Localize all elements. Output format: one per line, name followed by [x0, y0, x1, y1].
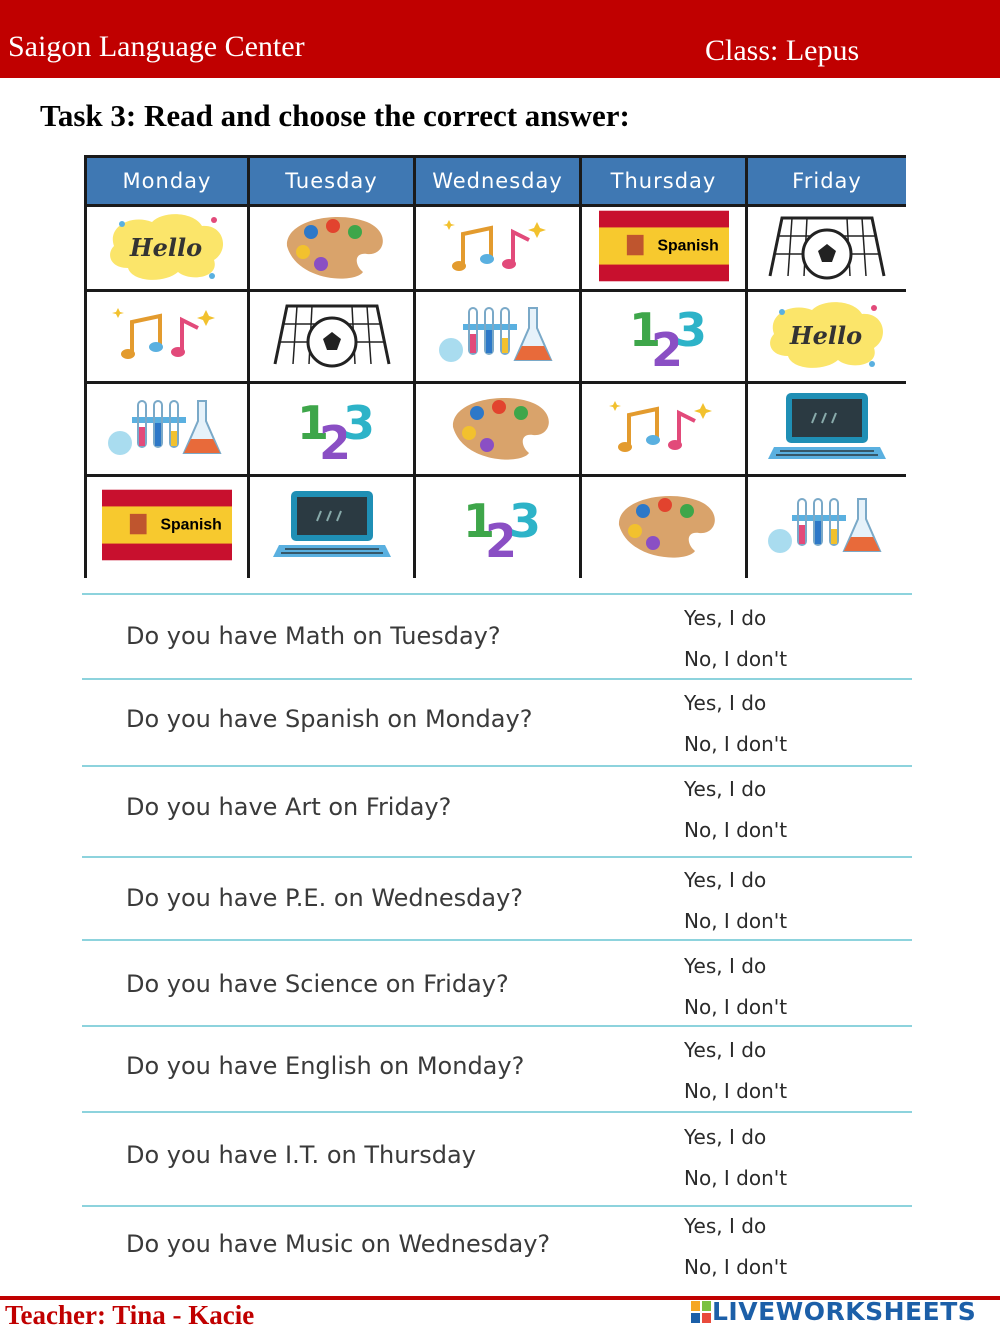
question-divider — [82, 1025, 912, 1027]
day-header-thursday: Thursday — [582, 158, 748, 204]
day-header-tuesday: Tuesday — [250, 158, 416, 204]
timetable-cell — [87, 289, 250, 381]
svg-text:1: 1 — [628, 303, 661, 357]
timetable-cell — [87, 381, 250, 474]
art-palette-icon — [599, 485, 729, 570]
day-header-friday: Friday — [748, 158, 906, 204]
question-text: Do you have Math on Tuesday? — [126, 622, 501, 650]
timetable-cell — [250, 381, 416, 474]
pe-soccer-icon — [762, 206, 892, 291]
music-notes-icon — [102, 294, 232, 379]
science-lab-icon — [102, 387, 232, 472]
day-header-wednesday: Wednesday — [416, 158, 582, 204]
spanish-flag-icon — [599, 206, 729, 291]
it-laptop-icon — [762, 387, 892, 472]
day-header-monday: Monday — [87, 158, 250, 204]
answer-no-option[interactable]: No, I don't — [684, 732, 788, 756]
svg-text:2: 2 — [318, 415, 351, 467]
teacher-name: Teacher: Tina - Kacie — [5, 1300, 255, 1330]
timetable-cell — [87, 204, 250, 289]
answer-no-option[interactable]: No, I don't — [684, 1166, 788, 1190]
timetable-cell — [748, 289, 906, 381]
svg-text:3: 3 — [508, 494, 541, 548]
science-lab-icon — [762, 485, 892, 570]
timetable-cell — [250, 204, 416, 289]
question-divider — [82, 1205, 912, 1207]
pe-soccer-icon — [267, 294, 397, 379]
school-name: Saigon Language Center — [8, 30, 305, 63]
question-text: Do you have P.E. on Wednesday? — [126, 884, 524, 912]
svg-text:1: 1 — [296, 395, 329, 450]
timetable-cell — [748, 204, 906, 289]
question-text: Do you have Art on Friday? — [126, 793, 452, 821]
question-text: Do you have I.T. on Thursday — [126, 1141, 476, 1169]
svg-text:1: 1 — [462, 494, 495, 548]
math-123-icon — [599, 294, 729, 379]
liveworksheets-text: LIVEWORKSHEETS — [712, 1297, 977, 1326]
timetable-cell — [87, 474, 250, 578]
question-text: Do you have English on Monday? — [126, 1052, 525, 1080]
liveworksheets-logo — [690, 1297, 976, 1326]
answer-yes-option[interactable]: Yes, I do — [684, 1214, 767, 1238]
task-title: Task 3: Read and choose the correct answer: — [40, 98, 630, 133]
timetable-cell — [582, 381, 748, 474]
svg-text:2: 2 — [650, 323, 683, 374]
timetable-cell — [250, 474, 416, 578]
question-divider — [82, 939, 912, 941]
art-palette-icon — [433, 387, 563, 472]
question-divider — [82, 765, 912, 767]
answer-yes-option[interactable]: Yes, I do — [684, 1038, 767, 1062]
svg-text:3: 3 — [342, 395, 375, 450]
question-divider — [82, 856, 912, 858]
answer-yes-option[interactable]: Yes, I do — [684, 606, 767, 630]
timetable-cell — [416, 204, 582, 289]
answer-yes-option[interactable]: Yes, I do — [684, 777, 767, 801]
timetable-cell — [416, 289, 582, 381]
question-divider — [82, 1111, 912, 1113]
spanish-label: Spanish — [656, 237, 719, 255]
answer-no-option[interactable]: No, I don't — [684, 909, 788, 933]
math-123-icon — [433, 485, 563, 570]
timetable-cell — [582, 289, 748, 381]
svg-text:3: 3 — [674, 303, 707, 357]
timetable-cell — [582, 474, 748, 578]
answer-yes-option[interactable]: Yes, I do — [684, 954, 767, 978]
answer-no-option[interactable]: No, I don't — [684, 647, 788, 671]
answer-yes-option[interactable]: Yes, I do — [684, 691, 767, 715]
answer-yes-option[interactable]: Yes, I do — [684, 868, 767, 892]
liveworksheets-icon — [690, 1300, 712, 1324]
header-bar — [0, 0, 1000, 78]
answer-yes-option[interactable]: Yes, I do — [684, 1125, 767, 1149]
question-divider — [82, 678, 912, 680]
answer-no-option[interactable]: No, I don't — [684, 1079, 788, 1103]
english-hello-icon — [762, 294, 892, 379]
timetable-cell — [748, 381, 906, 474]
music-notes-icon — [433, 206, 563, 291]
it-laptop-icon — [267, 485, 397, 570]
timetable — [84, 155, 906, 578]
class-label: Class: Lepus — [705, 34, 860, 67]
question-text: Do you have Music on Wednesday? — [126, 1230, 551, 1258]
spanish-flag-icon — [102, 485, 232, 570]
svg-text:2: 2 — [484, 514, 517, 565]
music-notes-icon — [599, 387, 729, 472]
answer-no-option[interactable]: No, I don't — [684, 818, 788, 842]
timetable-cell — [748, 474, 906, 578]
question-text: Do you have Science on Friday? — [126, 970, 509, 998]
timetable-cell — [416, 381, 582, 474]
spanish-label: Spanish — [160, 516, 222, 534]
hello-label: Hello — [789, 321, 863, 350]
science-lab-icon — [433, 294, 563, 379]
math-123-icon — [267, 387, 397, 472]
timetable-cell — [416, 474, 582, 578]
timetable-cell — [250, 289, 416, 381]
english-hello-icon — [102, 206, 232, 291]
hello-label: Hello — [129, 232, 203, 262]
question-divider — [82, 593, 912, 595]
answer-no-option[interactable]: No, I don't — [684, 1255, 788, 1279]
question-text: Do you have Spanish on Monday? — [126, 705, 533, 733]
timetable-cell — [582, 204, 748, 289]
art-palette-icon — [267, 206, 397, 291]
answer-no-option[interactable]: No, I don't — [684, 995, 788, 1019]
